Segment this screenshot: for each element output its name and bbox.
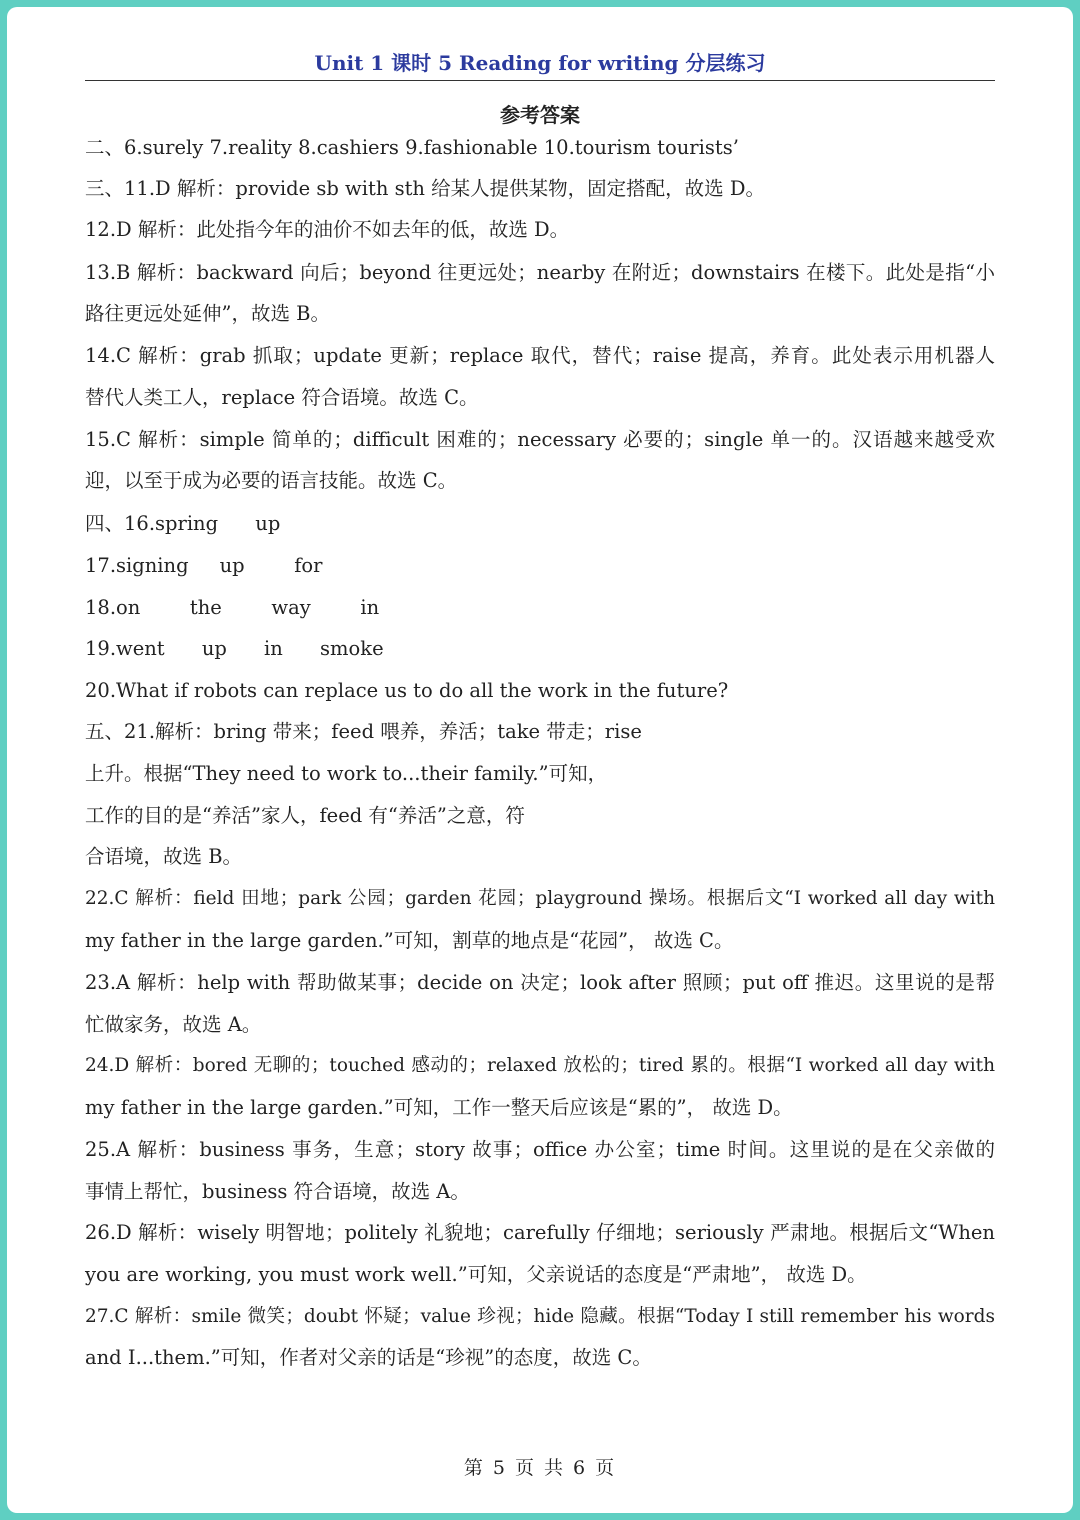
page-title: 参考答案 bbox=[500, 103, 580, 127]
answer-line: and I...them.”可知，作者对父亲的话是“珍视”的态度，故选 C。 bbox=[85, 1346, 652, 1369]
document-page bbox=[7, 7, 1073, 1513]
answer-line: 15.C 解析：simple 简单的；difficult 困难的；necessary 必要的；single 单一的。汉语越来越受欢 bbox=[85, 428, 995, 451]
answer-line: 19.went up in smoke bbox=[85, 637, 384, 660]
answer-line: 替代人类工人，replace 符合语境。故选 C。 bbox=[85, 386, 479, 409]
answer-line: 26.D 解析：wisely 明智地；politely 礼貌地；carefully 仔细地；seriously 严肃地。根据后文“When bbox=[85, 1221, 995, 1244]
answer-line: 工作的目的是“养活”家人，feed 有“养活”之意，符 bbox=[85, 804, 525, 827]
answer-line: you are working, you must work well.”可知，父亲说话的态度是“严肃地”， 故选 D。 bbox=[85, 1263, 867, 1286]
answer-line: 二、6.surely 7.reality 8.cashiers 9.fashionable 10.tourism tourists’ bbox=[85, 136, 739, 159]
page-number: 第 5 页 共 6 页 bbox=[463, 1457, 617, 1479]
answer-line: 迎，以至于成为必要的语言技能。故选 C。 bbox=[85, 469, 458, 492]
answer-line: 四、16.spring up bbox=[85, 512, 281, 535]
page-header: Unit 1 课时 5 Reading for writing 分层练习 bbox=[314, 51, 766, 75]
answer-line: 忙做家务，故选 A。 bbox=[85, 1013, 262, 1036]
answer-line: 12.D 解析：此处指今年的油价不如去年的低，故选 D。 bbox=[85, 218, 570, 241]
answer-line: 20.What if robots can replace us to do all the work in the future? bbox=[85, 679, 729, 702]
answer-line: my father in the large garden.”可知，工作一整天后应该是“累的”， 故选 D。 bbox=[85, 1096, 793, 1119]
answer-line: 23.A 解析：help with 帮助做某事；decide on 决定；look after 照顾；put off 推迟。这里说的是帮 bbox=[85, 971, 995, 994]
answer-line: 22.C 解析：field 田地；park 公园；garden 花园；playground 操场。根据后文“I worked all day with bbox=[85, 888, 995, 909]
answer-line: 27.C 解析：smile 微笑；doubt 怀疑；value 珍视；hide 隐藏。根据“Today I still remember his words bbox=[85, 1306, 995, 1327]
answer-line: 17.signing up for bbox=[85, 554, 323, 577]
answer-line: 25.A 解析：business 事务，生意；story 故事；office 办公室；time 时间。这里说的是在父亲做的 bbox=[85, 1138, 995, 1161]
header-divider bbox=[85, 80, 995, 81]
answer-line: 路往更远处延伸”，故选 B。 bbox=[85, 302, 330, 325]
answer-line: 上升。根据“They need to work to...their family.”可知， bbox=[85, 762, 608, 785]
answer-line: 24.D 解析：bored 无聊的；touched 感动的；relaxed 放松的；tired 累的。根据“I worked all day with bbox=[85, 1055, 995, 1076]
answer-line: 14.C 解析：grab 抓取；update 更新；replace 取代，替代；raise 提高，养育。此处表示用机器人 bbox=[85, 344, 995, 367]
answer-line: 五、21.解析：bring 带来；feed 喂养，养活；take 带走；rise bbox=[85, 720, 642, 743]
answer-line: 13.B 解析：backward 向后；beyond 往更远处；nearby 在附近；downstairs 在楼下。此处是指“小 bbox=[85, 261, 995, 284]
answer-line: 合语境，故选 B。 bbox=[85, 845, 243, 868]
answer-line: my father in the large garden.”可知，割草的地点是“花园”， 故选 C。 bbox=[85, 929, 734, 952]
answer-line: 三、11.D 解析：provide sb with sth 给某人提供某物，固定搭配，故选 D。 bbox=[85, 177, 766, 200]
answer-line: 18.on the way in bbox=[85, 596, 380, 619]
answer-line: 事情上帮忙，business 符合语境，故选 A。 bbox=[85, 1180, 470, 1203]
